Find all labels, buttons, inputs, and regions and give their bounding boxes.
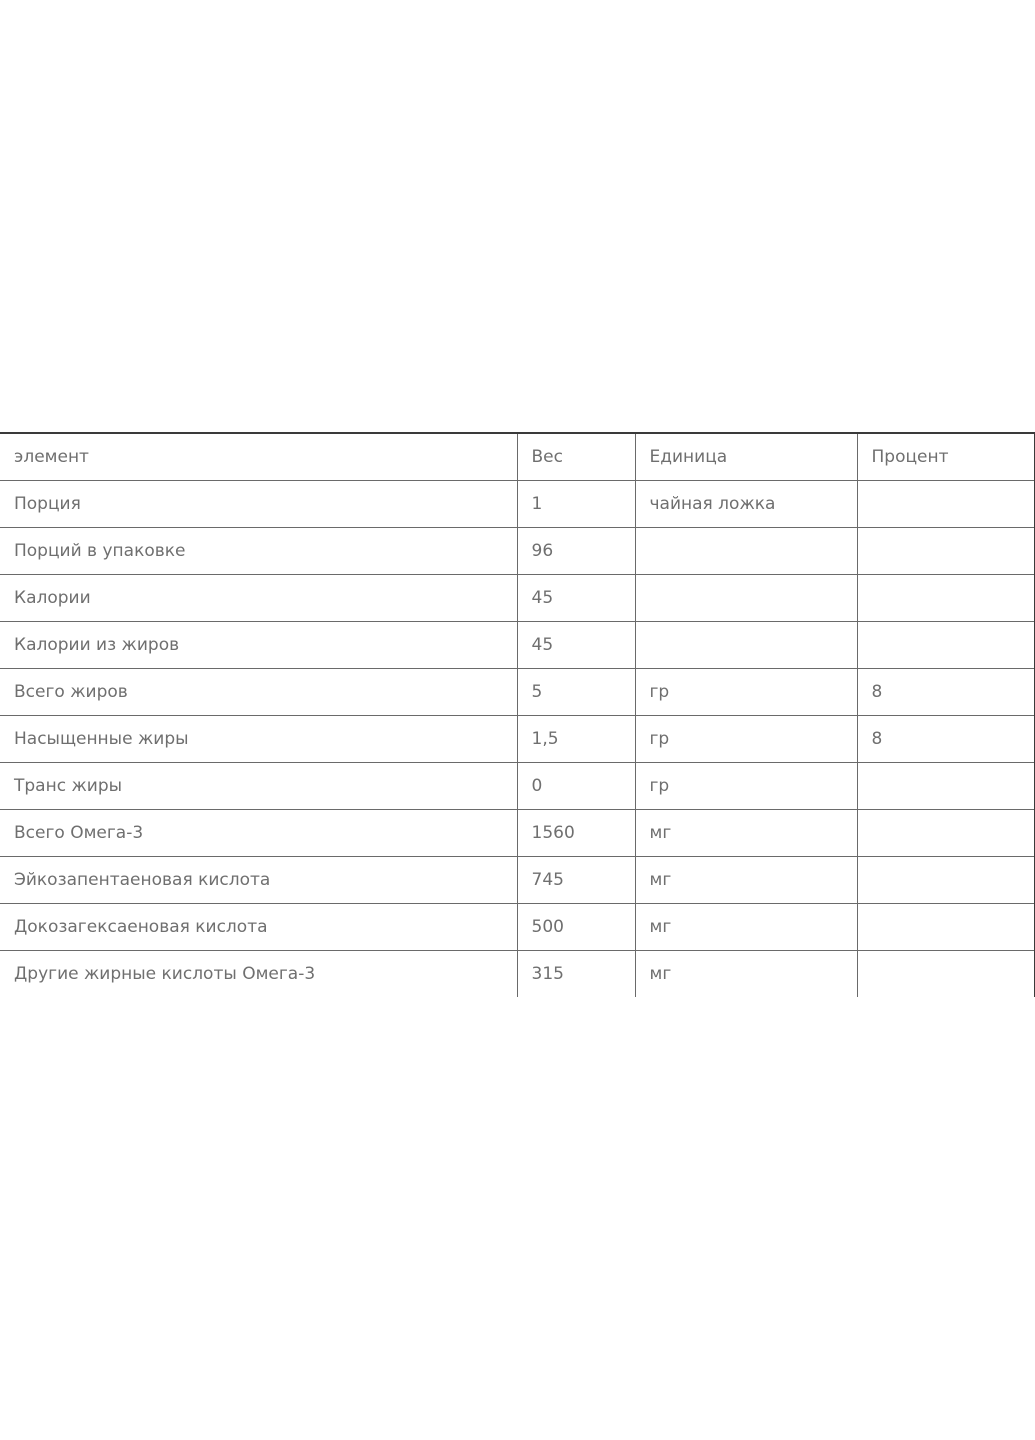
cell-percent: 8	[857, 715, 1035, 762]
cell-weight: 500	[517, 903, 635, 950]
table-row	[0, 480, 1035, 527]
cell-weight: 5	[517, 668, 635, 715]
cell-percent	[857, 856, 1035, 903]
cell-element: Калории	[0, 574, 517, 621]
table-row	[0, 903, 1035, 950]
header-weight: Вес	[517, 433, 635, 480]
cell-weight: 45	[517, 574, 635, 621]
cell-weight: 745	[517, 856, 635, 903]
cell-element: Транс жиры	[0, 762, 517, 809]
header-unit: Единица	[635, 433, 857, 480]
cell-unit: гр	[635, 762, 857, 809]
cell-unit: мг	[635, 950, 857, 997]
cell-weight: 315	[517, 950, 635, 997]
cell-unit	[635, 527, 857, 574]
cell-weight: 0	[517, 762, 635, 809]
cell-percent	[857, 621, 1035, 668]
cell-percent	[857, 574, 1035, 621]
cell-percent: 8	[857, 668, 1035, 715]
cell-weight: 96	[517, 527, 635, 574]
cell-element: Порций в упаковке	[0, 527, 517, 574]
header-element: элемент	[0, 433, 517, 480]
cell-element: Насыщенные жиры	[0, 715, 517, 762]
cell-element: Калории из жиров	[0, 621, 517, 668]
cell-percent	[857, 527, 1035, 574]
cell-element: Всего Омега-3	[0, 809, 517, 856]
cell-percent	[857, 762, 1035, 809]
cell-element: Докозагексаеновая кислота	[0, 903, 517, 950]
cell-percent	[857, 950, 1035, 997]
table-row	[0, 950, 1035, 997]
cell-percent	[857, 903, 1035, 950]
cell-element: Другие жирные кислоты Омега-3	[0, 950, 517, 997]
cell-unit: мг	[635, 903, 857, 950]
cell-unit	[635, 621, 857, 668]
cell-element: Эйкозапентаеновая кислота	[0, 856, 517, 903]
table-row	[0, 574, 1035, 621]
nutrition-table	[0, 432, 1035, 997]
nutrition-table-container	[0, 432, 1035, 997]
cell-weight: 1560	[517, 809, 635, 856]
cell-element: Порция	[0, 480, 517, 527]
table-row	[0, 715, 1035, 762]
cell-unit	[635, 574, 857, 621]
table-row	[0, 527, 1035, 574]
table-body	[0, 433, 1035, 997]
cell-unit: мг	[635, 856, 857, 903]
table-row	[0, 856, 1035, 903]
cell-unit: чайная ложка	[635, 480, 857, 527]
cell-unit: гр	[635, 668, 857, 715]
table-header-row	[0, 433, 1035, 480]
table-row	[0, 762, 1035, 809]
cell-weight: 1,5	[517, 715, 635, 762]
table-row	[0, 668, 1035, 715]
cell-percent	[857, 809, 1035, 856]
cell-unit: мг	[635, 809, 857, 856]
cell-weight: 1	[517, 480, 635, 527]
table-row	[0, 809, 1035, 856]
table-row	[0, 621, 1035, 668]
cell-unit: гр	[635, 715, 857, 762]
cell-weight: 45	[517, 621, 635, 668]
header-percent: Процент	[857, 433, 1035, 480]
cell-percent	[857, 480, 1035, 527]
cell-element: Всего жиров	[0, 668, 517, 715]
